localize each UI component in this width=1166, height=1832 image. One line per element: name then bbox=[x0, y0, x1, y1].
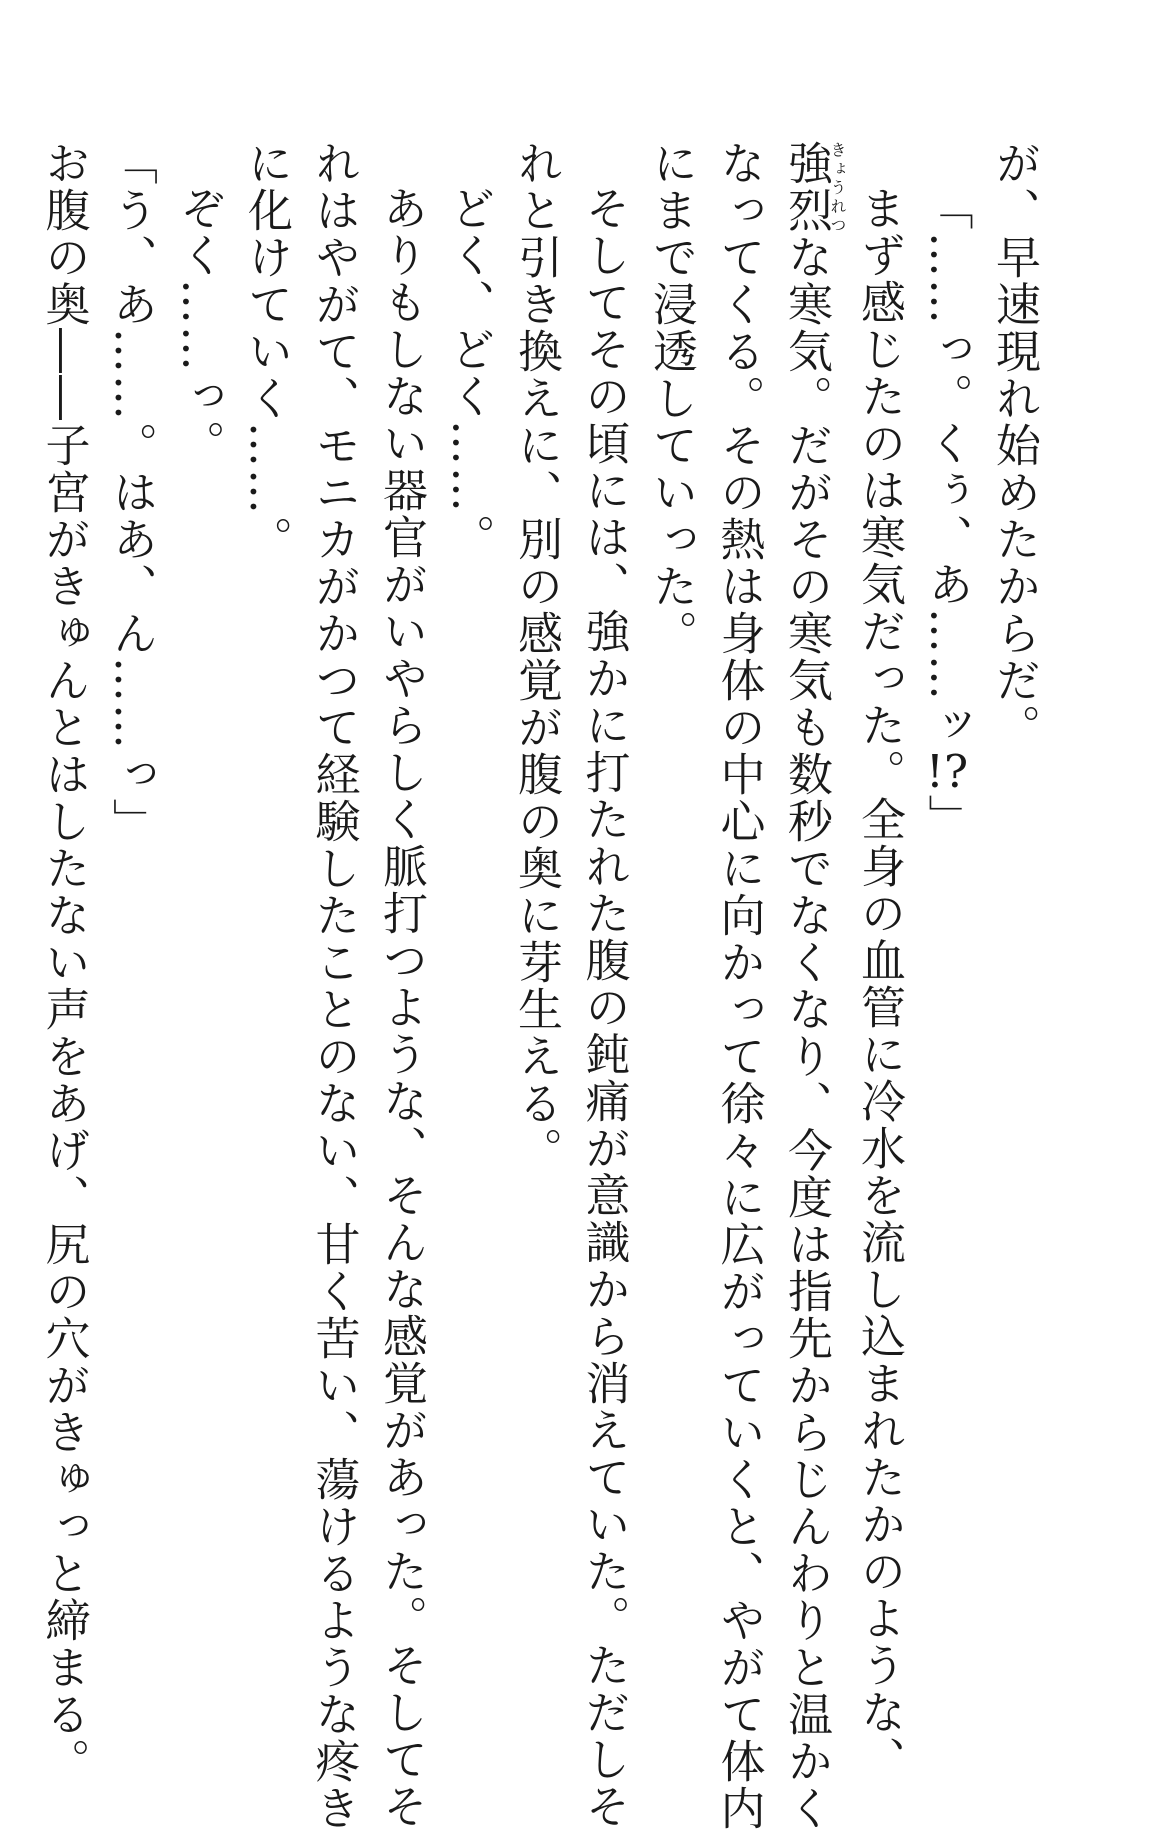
text-segment: 「……っ。くぅ、あ……ッ bbox=[920, 185, 974, 749]
text-line: れと引き換えに、別の感覚が腹の奥に芽生える。 bbox=[510, 140, 563, 1174]
vertical-text-body bbox=[37, 140, 1048, 1832]
text-line: に化けていく……。 bbox=[240, 140, 293, 563]
text-line: れはやがて、モニカがかつて経験したことのない、甘く苦い、蕩けるような疼き bbox=[307, 140, 361, 1832]
text-segment: 」 bbox=[920, 794, 974, 841]
text-line: ありもしない器官がいやらしく脈打つような、そんな感覚があった。そしてそ bbox=[375, 185, 428, 1830]
text-line: にまで浸透していった。 bbox=[645, 140, 698, 657]
ruby-word bbox=[780, 140, 847, 234]
text-line: どく、どく……。 bbox=[442, 185, 496, 561]
text-line: 「う、あ……。はあ、ん……っ」 bbox=[105, 140, 158, 845]
text-line bbox=[913, 140, 981, 1560]
text-line bbox=[773, 140, 847, 1832]
ruby-reading: きょうれつ bbox=[828, 140, 847, 234]
text-line: が、早速現れ始めたからだ。 bbox=[988, 140, 1041, 751]
ruby-base: 強烈 bbox=[780, 140, 833, 234]
text-segment: !? bbox=[925, 749, 969, 794]
text-line: ぞく……っ。 bbox=[172, 185, 226, 467]
text-line: まず感じたのは寒気だった。全身の血管に冷水を流し込まれたかのような、 bbox=[853, 185, 906, 1783]
text-line: そしてその頃には、強かに打たれた腹の鈍痛が意識から消えていた。ただしそ bbox=[577, 185, 631, 1830]
text-line: お腹の奥――子宮がきゅんとはしたない声をあげ、尻の穴がきゅっと締まる。 bbox=[37, 140, 91, 1785]
text-segment: な寒気。だがその寒気も数秒でなくなり、今度は指先からじんわりと温かく bbox=[780, 234, 833, 1832]
text-line: なってくる。その熱は身体の中心に向かって徐々に広がっていくと、やがて体内 bbox=[712, 140, 766, 1832]
